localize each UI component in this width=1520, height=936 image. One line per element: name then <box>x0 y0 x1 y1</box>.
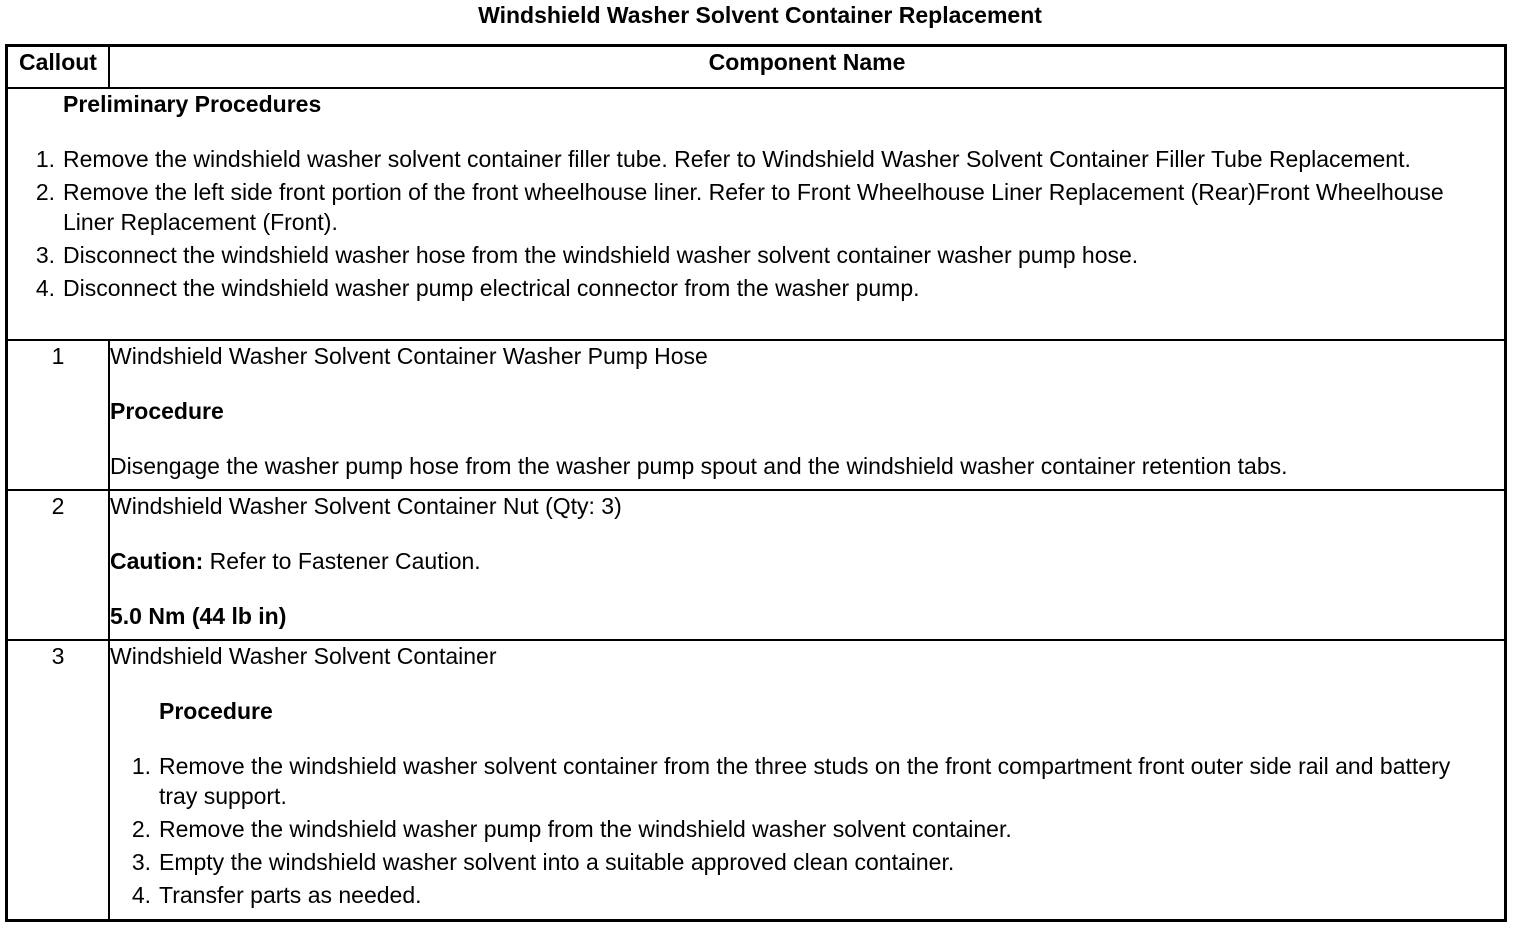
step-number: 2. <box>35 179 55 205</box>
table-row <box>7 640 1506 921</box>
list-item <box>8 177 1504 237</box>
list-item <box>110 814 1504 844</box>
procedure-text: Disengage the washer pump hose from the washer pump spout and the windshield washer container retention tabs. <box>110 453 1288 479</box>
procedure-label: Procedure <box>110 398 224 424</box>
table-row <box>7 490 1506 640</box>
step-number: 2. <box>131 816 151 842</box>
caution-note <box>110 546 1504 576</box>
step-number: 3. <box>131 849 151 875</box>
component-name: Windshield Washer Solvent Container Washer Pump Hose <box>110 343 708 369</box>
component-detail-cell <box>109 640 1506 921</box>
callout-number: 2 <box>7 490 110 640</box>
component-detail-cell <box>109 490 1506 640</box>
preliminary-procedures-heading: Preliminary Procedures <box>63 91 322 117</box>
torque-spec: 5.0 Nm (44 lb in) <box>110 603 287 629</box>
procedure-label: Procedure <box>159 698 273 724</box>
step-number: 4. <box>35 275 55 301</box>
table-header-row <box>7 46 1506 89</box>
component-name: Windshield Washer Solvent Container <box>110 643 497 669</box>
callout-column-header: Callout <box>7 46 110 89</box>
preliminary-procedures-cell <box>7 88 1506 340</box>
preliminary-row <box>7 88 1506 340</box>
caution-text: Refer to Fastener Caution. <box>203 548 481 574</box>
step-text: Remove the windshield washer solvent container filler tube. Refer to Windshield Washer Solvent Container Filler Tube Replacement. <box>63 146 1411 172</box>
caution-label: Caution: <box>110 548 204 574</box>
step-number: 3. <box>35 242 55 268</box>
document-title: Windshield Washer Solvent Container Replacement <box>478 2 1042 28</box>
list-item <box>8 273 1504 303</box>
step-text: Disconnect the windshield washer hose from the windshield washer solvent container washer pump hose. <box>63 242 1139 268</box>
component-name-column-header: Component Name <box>109 46 1506 89</box>
step-text: Remove the left side front portion of the front wheelhouse liner. Refer to Front Wheelhouse Liner Replacement (Rear)Front Wheelhouse Liner Replacement (Front). <box>63 179 1444 235</box>
step-text: Remove the windshield washer pump from the windshield washer solvent container. <box>159 816 1012 842</box>
step-text: Empty the windshield washer solvent into a suitable approved clean container. <box>159 849 955 875</box>
list-item <box>8 144 1504 174</box>
step-number: 1. <box>131 753 151 779</box>
list-item <box>110 751 1504 811</box>
component-name: Windshield Washer Solvent Container Nut (Qty: 3) <box>110 493 622 519</box>
step-number: 1. <box>35 146 55 172</box>
preliminary-steps-list <box>8 144 1504 303</box>
list-item <box>8 240 1504 270</box>
procedure-table <box>5 44 1507 922</box>
table-row <box>7 340 1506 490</box>
procedure-steps-list <box>110 751 1504 910</box>
step-number: 4. <box>131 882 151 908</box>
list-item <box>110 880 1504 910</box>
step-text: Remove the windshield washer solvent container from the three studs on the front compartment front outer side rail and battery tray support. <box>159 753 1451 809</box>
step-text: Transfer parts as needed. <box>159 882 422 908</box>
step-text: Disconnect the windshield washer pump electrical connector from the washer pump. <box>63 275 920 301</box>
list-item <box>110 847 1504 877</box>
callout-number: 3 <box>7 640 110 921</box>
component-detail-cell <box>109 340 1506 490</box>
callout-number: 1 <box>7 340 110 490</box>
